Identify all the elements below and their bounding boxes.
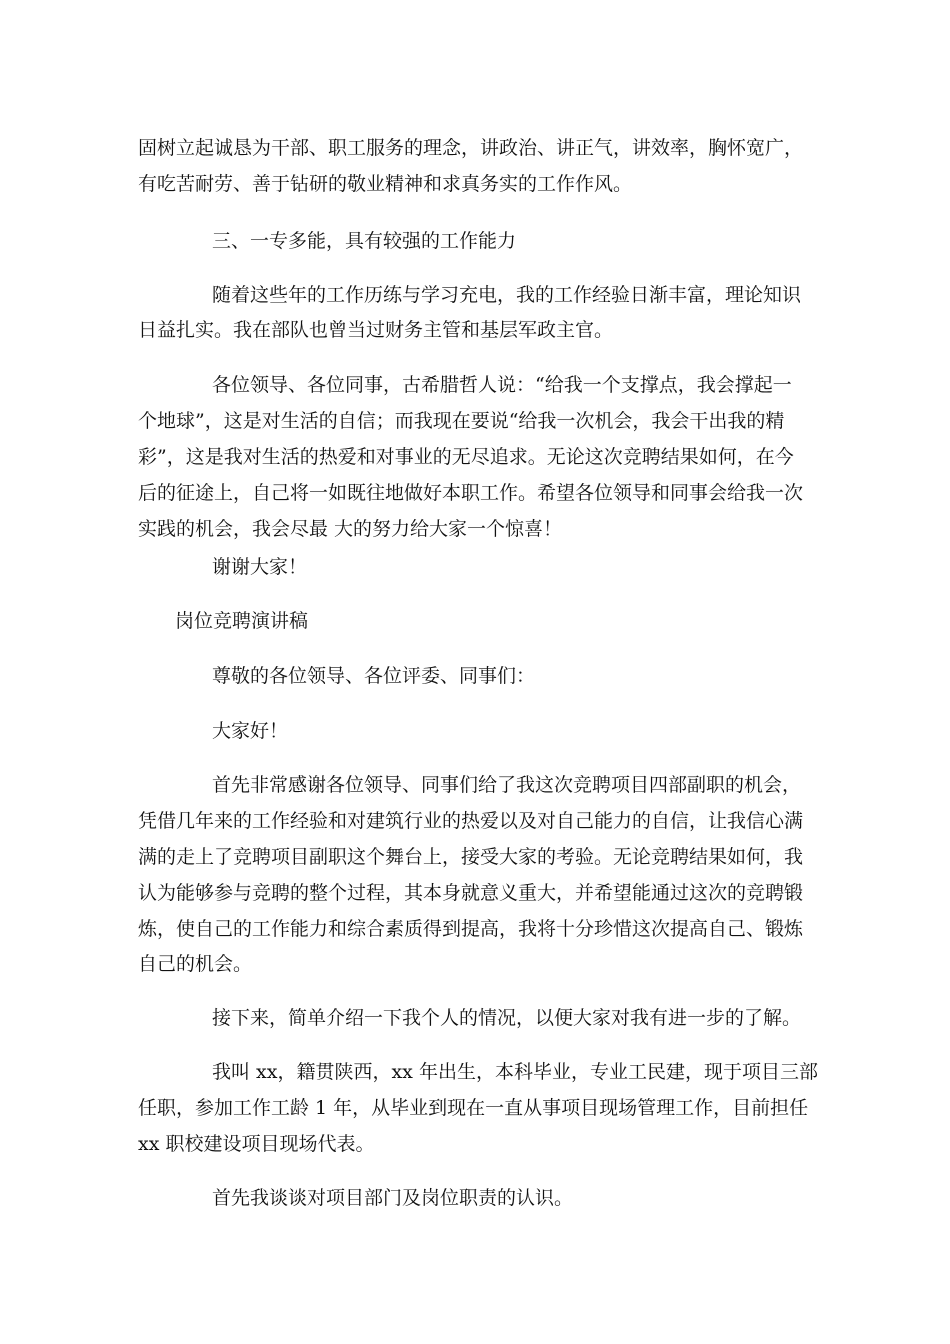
text-line: 后的征途上，自己将一如既往地做好本职工作。希望各位领导和同事会给我一次 xyxy=(138,482,804,504)
text-line: 炼，使自己的工作能力和综合素质得到提高，我将十分珍惜这次提高自己、锻炼 xyxy=(138,918,804,940)
text-line: 日益扎实。我在部队也曾当过财务主管和基层军政主官。 xyxy=(138,319,614,341)
text-line: 彩”，这是我对生活的热爱和对事业的无尽追求。无论这次竞聘结果如何，在今 xyxy=(138,446,794,468)
text-line: xx 职校建设项目现场代表。 xyxy=(138,1133,375,1155)
text-line: 满的走上了竞聘项目副职这个舞台上，接受大家的考验。无论竞聘结果如何，我 xyxy=(138,846,804,868)
salutation: 尊敬的各位领导、各位评委、同事们： xyxy=(212,665,536,687)
text-line: 固树立起诚恳为干部、职工服务的理念，讲政治、讲正气，讲效率，胸怀宽广， xyxy=(138,137,804,159)
speech-title: 岗位竞聘演讲稿 xyxy=(175,610,309,632)
text-line: 首先非常感谢各位领导、同事们给了我这次竞聘项目四部副职的机会， xyxy=(212,774,802,796)
text-line: 自己的机会。 xyxy=(138,953,253,975)
text-line: 接下来，简单介绍一下我个人的情况，以便大家对我有进一步的了解。 xyxy=(212,1007,802,1029)
text-line: 我叫 xx，籍贯陕西，xx 年出生，本科毕业，专业工民建，现于项目三部 xyxy=(212,1061,818,1083)
text-line: 有吃苦耐劳、善于钻研的敬业精神和求真务实的工作作风。 xyxy=(138,173,633,195)
text-line: 认为能够参与竞聘的整个过程，其本身就意义重大，并希望能通过这次的竞聘锻 xyxy=(138,882,804,904)
text-line: 任职，参加工作工龄 1 年，从毕业到现在一直从事项目现场管理工作，目前担任 xyxy=(138,1097,809,1119)
closing-thanks: 谢谢大家！ xyxy=(212,556,308,578)
section-heading: 三、一专多能，具有较强的工作能力 xyxy=(212,230,517,252)
text-line: 个地球”，这是对生活的自信；而我现在要说“给我一次机会，我会干出我的精 xyxy=(138,410,785,432)
text-line: 首先我谈谈对项目部门及岗位职责的认识。 xyxy=(212,1187,574,1209)
text-line: 实践的机会，我会尽最 大的努力给大家一个惊喜！ xyxy=(138,518,563,540)
greeting: 大家好！ xyxy=(212,720,289,742)
text-line: 随着这些年的工作历练与学习充电，我的工作经验日渐丰富，理论知识 xyxy=(212,284,802,306)
text-line: 各位领导、各位同事，古希腊哲人说：“给我一个支撑点，我会撑起一 xyxy=(212,374,792,396)
text-line: 凭借几年来的工作经验和对建筑行业的热爱以及对自己能力的自信，让我信心满 xyxy=(138,810,804,832)
